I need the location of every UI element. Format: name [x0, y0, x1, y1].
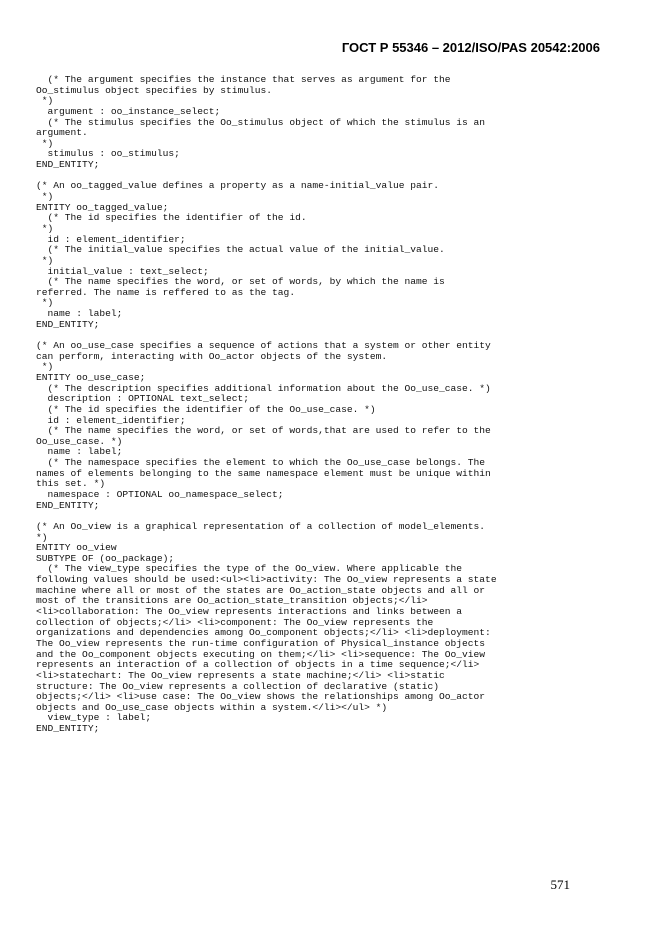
code-line: description : OPTIONAL text_select;	[36, 393, 250, 405]
code-line: ENTITY oo_view	[36, 542, 117, 554]
code-line: The Oo_view represents the run-time configuration of Physical_instance objects	[36, 637, 486, 649]
code-line: collection of objects;</li> <li>component: The Oo_view represents the	[36, 616, 434, 628]
code-line: (* The name specifies the word, or set of words,that are used to refer to the	[36, 425, 491, 437]
code-line: and the Oo_component objects executing on them;</li> <li>sequence: The Oo_view	[36, 648, 486, 660]
code-line: name : label;	[36, 308, 123, 320]
code-line: END_ENTITY;	[36, 499, 100, 511]
code-line: (* The stimulus specifies the Oo_stimulus object of which the stimulus is an	[36, 116, 486, 128]
code-line: stimulus : oo_stimulus;	[36, 148, 180, 160]
code-line: Oo_stimulus object specifies by stimulus.	[36, 84, 273, 96]
code-line: organizations and dependencies among Oo_component objects;</li> <li>deployment:	[36, 627, 491, 639]
code-line: *)	[36, 137, 54, 149]
code-line: *)	[36, 531, 48, 543]
document-header	[342, 40, 600, 55]
code-line: (* The name specifies the word, or set of words, by which the name is	[36, 276, 445, 288]
code-line: <li>collaboration: The Oo_view represents interactions and links between a	[36, 606, 463, 618]
code-line: SUBTYPE OF (oo_package);	[36, 552, 175, 564]
code-line: (* The id specifies the identifier of the id.	[36, 212, 307, 224]
code-line: ENTITY oo_tagged_value;	[36, 201, 169, 213]
code-line: names of elements belonging to the same namespace element must be unique within	[36, 467, 491, 479]
code-line: argument.	[36, 127, 88, 139]
code-line: referred. The name is reffered to as the tag.	[36, 286, 296, 298]
code-line: *)	[36, 95, 54, 107]
code-line: id : element_identifier;	[36, 233, 186, 245]
code-line: can perform, interacting with Oo_actor objects of the system.	[36, 350, 388, 362]
code-line: *)	[36, 191, 54, 203]
express-code-listing	[36, 75, 611, 735]
code-line: most of the transitions are Oo_action_state_transition objects;</li>	[36, 595, 428, 607]
code-line: (* The initial_value specifies the actual value of the initial_value.	[36, 244, 445, 256]
page-number: 571	[550, 877, 570, 892]
code-line: (* The argument specifies the instance that serves as argument for the	[36, 74, 451, 85]
code-line: objects and Oo_use_case objects within a system.</li></ul> *)	[36, 701, 388, 713]
code-line: *)	[36, 254, 54, 266]
code-line: ENTITY oo_use_case;	[36, 371, 146, 383]
code-line: this set. *)	[36, 478, 106, 490]
code-line: (* An oo_use_case specifies a sequence of actions that a system or other entity	[36, 340, 491, 352]
code-line: END_ENTITY;	[36, 159, 100, 171]
code-line: structure: The Oo_view represents a collection of declarative (static)	[36, 680, 440, 692]
code-line: objects;</li> <li>use case: The Oo_view shows the relationships among Oo_actor	[36, 691, 486, 703]
code-line: END_ENTITY;	[36, 318, 100, 330]
code-line: *)	[36, 222, 54, 234]
code-line: name : label;	[36, 446, 123, 458]
code-line: (* The description specifies additional information about the Oo_use_case. *)	[36, 382, 491, 394]
code-line: following values should be used:<ul><li>activity: The Oo_view represents a state	[36, 574, 497, 586]
standard-title: ГОСТ Р 55346 – 2012/ISO/PAS 20542:2006	[341, 40, 600, 55]
code-line: *)	[36, 297, 54, 309]
code-line: *)	[36, 361, 54, 373]
code-line: machine where all or most of the states are Oo_action_state objects and all or	[36, 584, 486, 596]
code-line: (* The id specifies the identifier of the Oo_use_case. *)	[36, 403, 376, 415]
code-line: represents an interaction of a collection of objects in a time sequence;</li>	[36, 659, 480, 671]
code-line: <li>statechart: The Oo_view represents a state machine;</li> <li>static	[36, 669, 445, 681]
code-line: namespace : OPTIONAL oo_namespace_select;	[36, 488, 284, 500]
code-line: (* An Oo_view is a graphical representation of a collection of model_elements.	[36, 520, 486, 532]
code-line: argument : oo_instance_select;	[36, 105, 221, 117]
code-line: (* An oo_tagged_value defines a property as a name-initial_value pair.	[36, 180, 440, 192]
code-line: initial_value : text_select;	[36, 265, 209, 277]
code-line: id : element_identifier;	[36, 414, 186, 426]
code-line: (* The view_type specifies the type of the Oo_view. Where applicable the	[36, 563, 463, 575]
code-line: (* The namespace specifies the element to which the Oo_use_case belongs. The	[36, 457, 486, 469]
code-line: END_ENTITY;	[36, 723, 100, 735]
code-line: view_type : label;	[36, 712, 152, 724]
code-line: Oo_use_case. *)	[36, 435, 123, 447]
